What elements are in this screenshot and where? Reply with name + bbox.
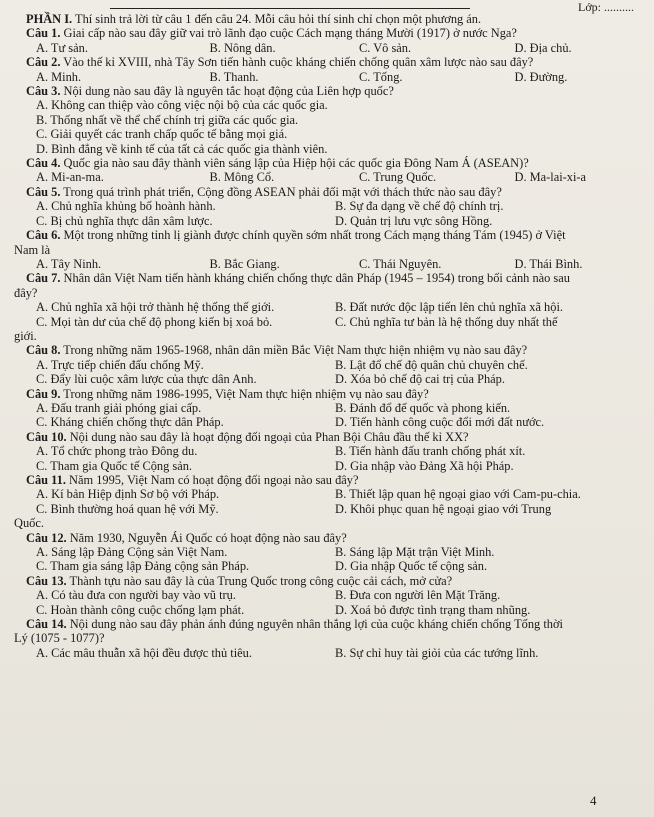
part-title: PHẦN I. — [26, 12, 73, 26]
q11-option-tail: Quốc. — [14, 516, 44, 531]
option: A. Tổ chức phong trào Đông du. — [36, 444, 198, 459]
q14-options-row1 — [14, 646, 644, 660]
option: C. Đẩy lùi cuộc xâm lược của thực dân Anh. — [36, 372, 257, 387]
option: C. Bình thường hoá quan hệ với Mỹ. — [36, 501, 219, 516]
q9-options-row2 — [14, 415, 644, 429]
question-1: Câu 1. Giai cấp nào sau đây giữ vai trò lãnh đạo cuộc Cách mạng tháng Mười (1917) ở nước Nga? — [26, 26, 517, 41]
q12-options-row2 — [14, 559, 644, 573]
option: C. Tống. — [359, 69, 403, 84]
option: A. Đấu tranh giải phóng giai cấp. — [36, 400, 202, 415]
question-2: Câu 2. Vào thế kỉ XVIII, nhà Tây Sơn tiến hành cuộc kháng chiến chống quân xâm lược nào sau đây? — [26, 55, 534, 70]
option: C. Tham gia sáng lập Đảng cộng sản Pháp. — [36, 559, 250, 574]
q2-options — [14, 70, 644, 84]
option: A. Mi-an-ma. — [36, 170, 104, 185]
option: B. Thiết lập quan hệ ngoại giao với Cam-pu-chia. — [335, 487, 581, 502]
class-label: Lớp: .......... — [578, 0, 635, 14]
q13-options-row1 — [14, 588, 644, 602]
option: D. Quản trị lưu vực sông Hồng. — [335, 213, 493, 228]
option: A. Không can thiệp vào công việc nội bộ của các quốc gia. — [36, 98, 328, 113]
option: B. Đất nước độc lập tiến lên chủ nghĩa xã hội. — [335, 300, 563, 315]
question-6: Câu 6. Một trong những tỉnh lị giành được chính quyền sớm nhất trong Cách mạng tháng Tám (1945) ở Việt — [26, 228, 566, 243]
option: A. Tư sản. — [36, 40, 88, 55]
q9-options-row1 — [14, 401, 644, 415]
q7-options-row2 — [14, 315, 644, 329]
option: B. Lật đổ chế độ quân chủ chuyên chế. — [335, 357, 528, 372]
part-instructions: Thí sinh trả lời từ câu 1 đến câu 24. Mỗi câu hỏi thí sinh chỉ chọn một phương án. — [72, 12, 482, 26]
option: D. Khôi phục quan hệ ngoại giao với Trung — [335, 501, 552, 516]
option: D. Đường. — [514, 69, 568, 84]
option: D. Bình đẳng về kinh tế của tất cả các quốc gia thành viên. — [36, 141, 328, 156]
q13-options-row2 — [14, 603, 644, 617]
option: B. Sự chỉ huy tài giỏi của các tướng lĩnh. — [335, 645, 539, 660]
option: D. Xoá bỏ được tình trạng tham nhũng. — [335, 602, 531, 617]
q11-options-row2 — [14, 502, 644, 516]
option: A. Tây Ninh. — [36, 256, 102, 271]
q1-options — [14, 41, 644, 55]
question-5: Câu 5. Trong quá trình phát triển, Cộng đồng ASEAN phải đối mặt với thách thức nào sau đây? — [26, 184, 502, 199]
option: C. Tham gia Quốc tế Cộng sản. — [36, 458, 193, 473]
q10-options-row1 — [14, 444, 644, 458]
question-7: Câu 7. Nhân dân Việt Nam tiến hành kháng chiến chống thực dân Pháp (1945 – 1954) trong bối cảnh nào sau — [26, 271, 570, 286]
option: A. Các mâu thuẫn xã hội đều được thủ tiêu. — [36, 645, 252, 660]
option: D. Ma-lai-xi-a — [514, 170, 587, 185]
question-7-continuation: đây? — [14, 285, 38, 300]
q7-options-row1 — [14, 300, 644, 314]
part-heading — [14, 12, 644, 26]
question-10: Câu 10. Nội dung nào sau đây là hoạt động đối ngoại của Phan Bội Châu đầu thế kỉ XX? — [26, 429, 469, 444]
option: C. Giải quyết các tranh chấp quốc tế bằng mọi giá. — [36, 127, 288, 142]
option: D. Gia nhập Quốc tế cộng sản. — [335, 559, 488, 574]
option: B. Nông dân. — [209, 40, 276, 55]
q8-options-row1 — [14, 358, 644, 372]
option: A. Kí bản Hiệp định Sơ bộ với Pháp. — [36, 487, 220, 502]
q5-options-row1 — [14, 199, 644, 213]
option: D. Thái Bình. — [514, 256, 583, 271]
q5-options-row2 — [14, 214, 644, 228]
q7-option-tail: giới. — [14, 328, 37, 343]
option: B. Thanh. — [209, 69, 259, 84]
option: C. Vô sản. — [359, 40, 412, 55]
option: A. Trực tiếp chiến đấu chống Mỹ. — [36, 357, 204, 372]
page-number: 4 — [590, 793, 597, 808]
option: B. Sáng lập Mặt trận Việt Minh. — [335, 545, 495, 560]
question-14-continuation: Lý (1075 - 1077)? — [14, 631, 105, 646]
header-rule — [110, 8, 470, 9]
option: B. Đánh đổ đế quốc và phong kiến. — [335, 400, 511, 415]
option: A. Chủ nghĩa xã hội trở thành hệ thống thế giới. — [36, 300, 275, 315]
q10-options-row2 — [14, 459, 644, 473]
question-6-continuation: Nam là — [14, 242, 51, 257]
option: C. Kháng chiến chống thực dân Pháp. — [36, 415, 224, 430]
option: D. Tiến hành công cuộc đổi mới đất nước. — [335, 415, 545, 430]
option: A. Có tàu đưa con người bay vào vũ trụ. — [36, 588, 236, 603]
q6-options — [14, 257, 644, 271]
q12-options-row1 — [14, 545, 644, 559]
question-13: Câu 13. Thành tựu nào sau đây là của Trung Quốc trong công cuộc cải cách, mở cửa? — [26, 573, 453, 588]
option: B. Sự đa dạng về chế độ chính trị. — [335, 199, 504, 214]
option: B. Mông Cổ. — [209, 170, 275, 185]
question-9: Câu 9. Trong những năm 1986-1995, Việt Nam thực hiện nhiệm vụ nào sau đây? — [26, 386, 429, 401]
option: A. Chủ nghĩa khủng bố hoành hành. — [36, 199, 216, 214]
q8-options-row2 — [14, 372, 644, 386]
option: D. Xóa bỏ chế độ cai trị của Pháp. — [335, 372, 505, 387]
question-14: Câu 14. Nội dung nào sau đây phản ánh đúng nguyên nhân thắng lợi của cuộc kháng chiến chống Tống thời — [26, 617, 563, 632]
option: A. Minh. — [36, 69, 82, 84]
option: C. Bị chủ nghĩa thực dân xâm lược. — [36, 213, 213, 228]
q4-options — [14, 170, 644, 184]
option: B. Tiến hành đấu tranh chống phát xít. — [335, 444, 526, 459]
q11-options-row1 — [14, 487, 644, 501]
question-3: Câu 3. Nội dung nào sau đây là nguyên tắc hoạt động của Liên hợp quốc? — [26, 84, 394, 99]
option: B. Bắc Giang. — [209, 256, 280, 271]
option: D. Gia nhập vào Đảng Xã hội Pháp. — [335, 458, 514, 473]
option: C. Hoàn thành công cuộc chống lạm phát. — [36, 602, 245, 617]
option: D. Địa chủ. — [514, 40, 572, 55]
option: C. Thái Nguyên. — [359, 256, 442, 271]
option: B. Đưa con người lên Mặt Trăng. — [335, 588, 501, 603]
question-8: Câu 8. Trong những năm 1965-1968, nhân dân miền Bắc Việt Nam thực hiện nhiệm vụ nào sau đây? — [26, 343, 528, 358]
option: C. Trung Quốc. — [359, 170, 437, 185]
question-12: Câu 12. Năm 1930, Nguyễn Ái Quốc có hoạt động nào sau đây? — [26, 530, 347, 545]
option: C. Chủ nghĩa tư bản là hệ thống duy nhất thế — [335, 314, 558, 329]
option: A. Sáng lập Đảng Cộng sản Việt Nam. — [36, 545, 228, 560]
question-4: Câu 4. Quốc gia nào sau đây thành viên sáng lập của Hiệp hội các quốc gia Đông Nam Á (ASEAN)? — [26, 156, 529, 171]
exam-content — [14, 12, 644, 660]
option: B. Thống nhất về thể chế chính trị giữa các quốc gia. — [36, 112, 299, 127]
option: C. Mọi tàn dư của chế độ phong kiến bị xoá bỏ. — [36, 314, 273, 329]
question-11: Câu 11. Năm 1995, Việt Nam có hoạt động đối ngoại nào sau đây? — [26, 473, 359, 487]
